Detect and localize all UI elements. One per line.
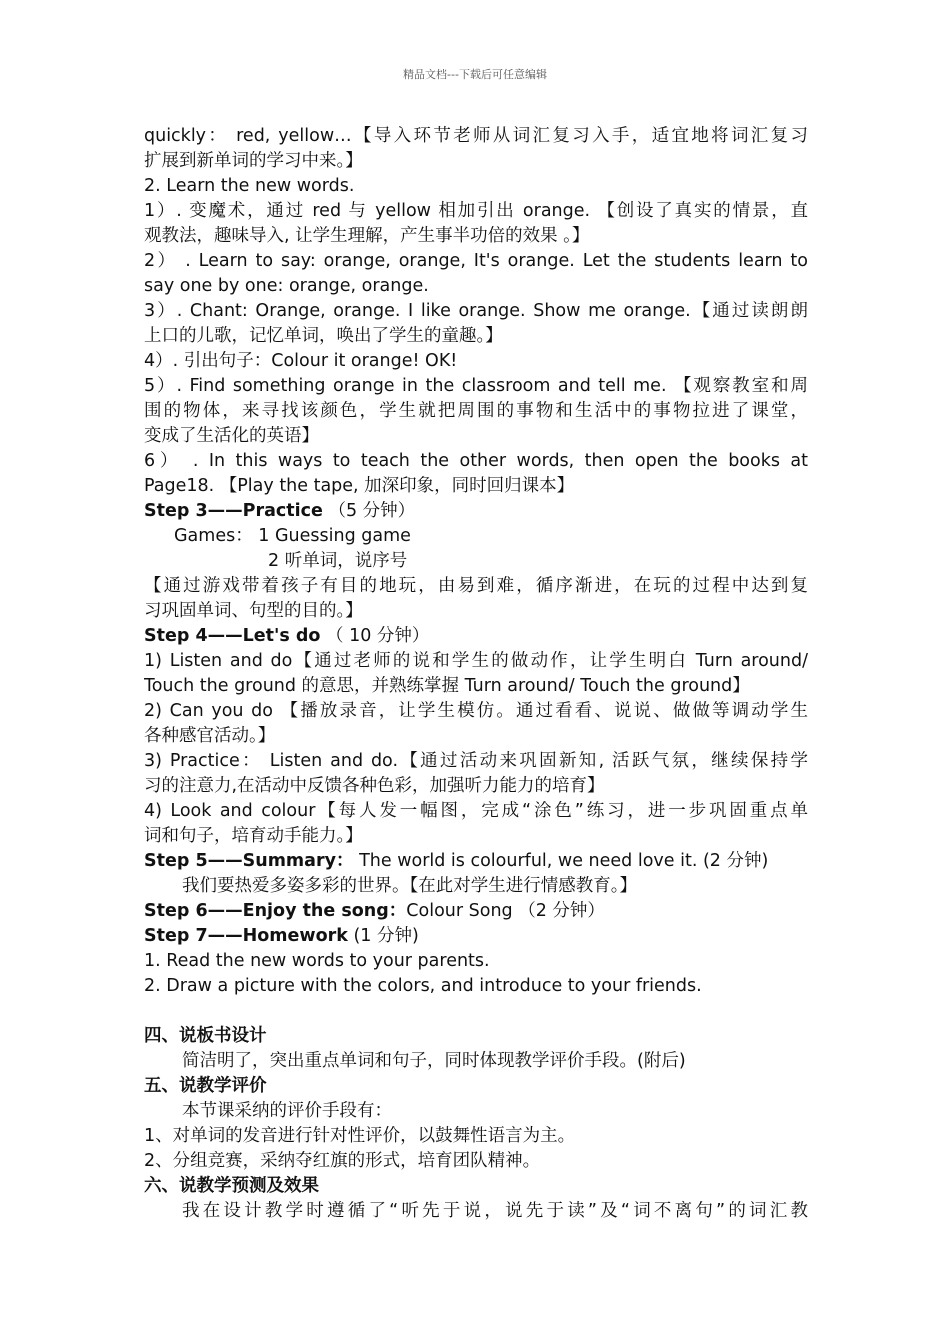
text-line: 2） . Learn to say: orange, orange, It's orange. Let the students learn to [144,251,808,271]
text-line: 本节课采纳的评价手段有： [182,1101,392,1121]
text-line: Page18. 【Play the tape, 加深印象，同时回归课本】 [144,476,575,496]
page-header: 精品文档---下载后可任意编辑 [403,68,547,81]
section-heading: 四、说板书设计 [144,1026,267,1046]
step7-heading [144,924,808,949]
text-line: quickly： red, yellow…【导入环节老师从词汇复习入手，适宜地将词汇复习 [144,126,808,146]
step7-title: Step 7——Homework [144,926,348,946]
step5-title: Step 5——Summary： [144,851,354,871]
text-line: 扩展到新单词的学习中来。】 [144,151,363,171]
step7-duration: (1 分钟) [347,926,419,946]
text-line: 1）. 变魔术，通过 red 与 yellow 相加引出 orange. 【创设了真实的情景，直 [144,201,808,221]
text-line: 5）. Find something orange in the classroom and tell me. 【观察教室和周 [144,376,808,396]
step6-text: Colour Song （2 分钟） [406,901,605,921]
text-line: 观教法，趣味导入, 让学生理解，产生事半功倍的效果 。】 [144,226,590,246]
text-line: 2) Can you do 【播放录音，让学生模仿。通过看看、说说、做做等调动学生 [144,701,808,721]
games-line: Games： 1 Guessing game [174,526,411,546]
step3-heading [144,499,808,524]
text-line: say one by one: orange, orange. [144,276,429,296]
text-line: 各种感官活动。】 [144,726,276,746]
text-line: 习巩固单词、句型的目的。】 [144,601,363,621]
text-line: 2、分组竞赛，采纳夺红旗的形式，培育团队精神。 [144,1151,541,1171]
text-line: 3) Practice： Listen and do.【通过活动来巩固新知, 活跃气氛，继续保持学 [144,751,808,771]
text-line: 1、对单词的发音进行针对性评价，以鼓舞性语言为主。 [144,1126,576,1146]
text-line: 变成了生活化的英语】 [144,426,319,446]
text-line: 2. Learn the new words. [144,176,355,196]
step6-title: Step 6——Enjoy the song： [144,901,407,921]
step4-heading [144,624,808,649]
text-line: 3）. Chant: Orange, orange. I like orange. Show me orange.【通过读朗朗 [144,301,808,321]
text-line: 6） . In this ways to teach the other words, then open the books at [144,451,808,471]
text-line: 词和句子，培育动手能力。】 [144,826,363,846]
text-line: 简洁明了，突出重点单词和句子，同时体现教学评价手段。(附后) [182,1051,686,1071]
spacer [144,999,808,1024]
games-line-2: 2 听单词，说序号 [268,551,408,571]
step3-title: Step 3——Practice [144,501,323,521]
text-line: 围的物体，来寻找该颜色，学生就把周围的事物和生活中的事物拉进了课堂， [144,401,808,421]
section-heading: 五、说教学评价 [144,1076,267,1096]
text-line: Touch the ground 的意思，并熟练掌握 Turn around/ Touch the ground】 [144,676,750,696]
text-line: 4) Look and colour【每人发一幅图，完成“涂色”练习，进一步巩固重点单 [144,801,808,821]
text-line: 我在设计教学时遵循了“听先于说，说先于读”及“词不离句”的词汇教 [182,1201,808,1221]
text-line: 4）. 引出句子：Colour it orange! OK! [144,351,458,371]
step4-duration: （ 10 分钟） [320,626,430,646]
text-line: 【通过游戏带着孩子有目的地玩，由易到难，循序渐进，在玩的过程中达到复 [144,576,808,596]
step5-heading [144,849,808,874]
step6-heading [144,899,808,924]
step4-title: Step 4——Let's do [144,626,321,646]
document-body [144,124,808,1224]
text-line: 上口的儿歌，记忆单词，唤出了学生的童趣。】 [144,326,503,346]
step5-text: The world is colourful, we need love it. (2 分钟) [353,851,769,871]
step3-duration: （5 分钟） [322,501,416,521]
text-line: 习的注意力,在活动中反馈各种色彩，加强听力能力的培育】 [144,776,605,796]
text-line: 1. Read the new words to your parents. [144,951,490,971]
section-heading: 六、说教学预测及效果 [144,1176,319,1196]
text-line: 1) Listen and do【通过老师的说和学生的做动作，让学生明白 Turn around/ [144,651,808,671]
text-line: 2. Draw a picture with the colors, and introduce to your friends. [144,976,702,996]
text-line: 我们要热爱多姿多彩的世界。【在此对学生进行情感教育。】 [182,876,637,896]
